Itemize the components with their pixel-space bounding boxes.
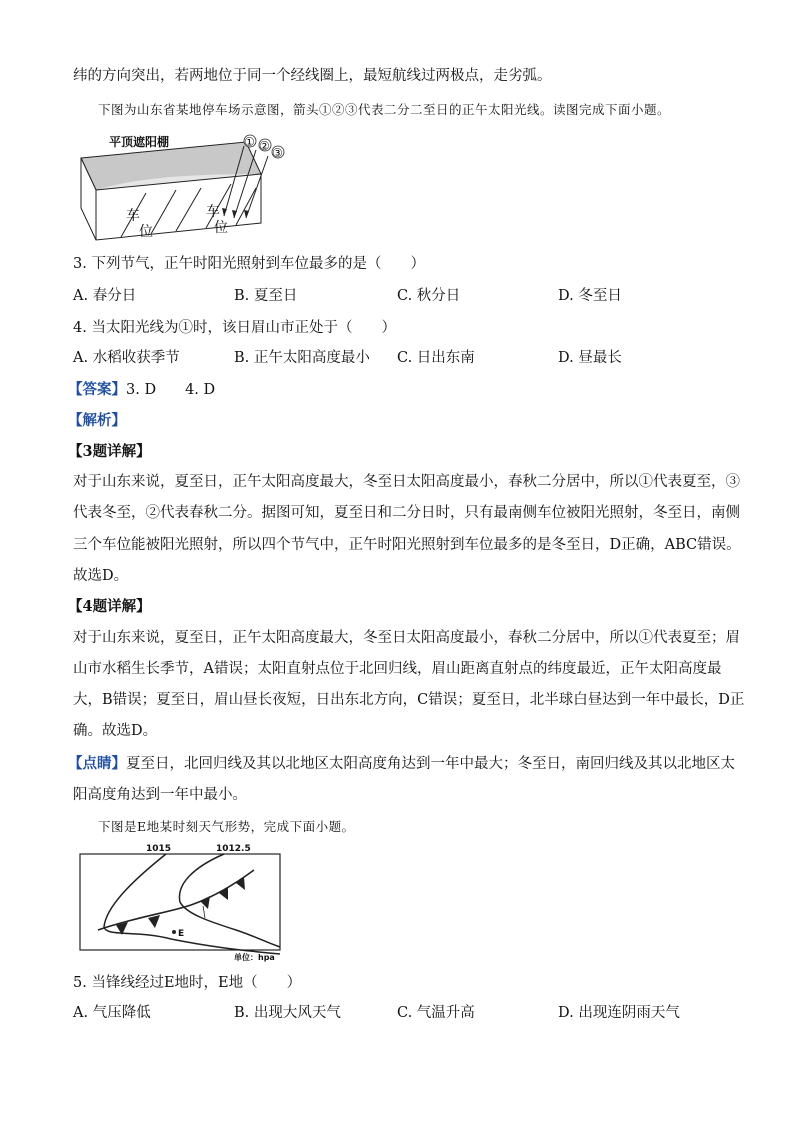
q5-option-b[interactable]: B. 出现大风天气 xyxy=(234,1005,341,1021)
spot-label-1-bottom: 位 xyxy=(139,224,153,240)
ray-label-2: ② xyxy=(259,139,270,153)
figure2-caption: 下图是E地某时刻天气形势，完成下面小题。 xyxy=(98,819,355,834)
analysis-label: 【解析】 xyxy=(68,412,126,429)
isobar-label-1015: 1015 xyxy=(146,844,172,854)
q3-stem: 3. 下列节气，正午时阳光照射到车位最多的是（ ） xyxy=(73,256,425,272)
point-e xyxy=(172,930,176,934)
q4-option-a[interactable]: A. 水稻收获季节 xyxy=(73,350,180,366)
q3-option-d[interactable]: D. 冬至日 xyxy=(558,288,622,304)
q4-stem: 4. 当太阳光线为①时，该日眉山市正处于（ ） xyxy=(73,320,396,336)
detail4-line: 大，B错误；夏至日，眉山昼长夜短，日出东北方向，C错误；夏至日，北半球白昼达到一年中最长，D正 xyxy=(73,692,745,708)
q5-option-d[interactable]: D. 出现连阴雨天气 xyxy=(558,1005,680,1021)
q5-option-c[interactable]: C. 气温升高 xyxy=(397,1005,475,1021)
q3-option-a[interactable]: A. 春分日 xyxy=(73,288,137,304)
spot-label-2-bottom: 位 xyxy=(214,220,228,236)
tip-line xyxy=(68,754,735,774)
roof-label: 平顶遮阳棚 xyxy=(109,135,170,149)
detail4-line: 山市水稻生长季节，A错误；太阳直射点位于北回归线，眉山距离直射点的纬度最近，正午太阳高度最 xyxy=(73,661,722,677)
spot-label-1-top: 车 xyxy=(126,208,140,224)
unit-label: 单位：hpa xyxy=(234,953,275,962)
tip-label: 【点睛】 xyxy=(68,755,126,772)
isobar-label-1012-5: 1012.5 xyxy=(216,844,251,854)
answer-text: 3. D 4. D xyxy=(126,382,216,398)
intro-line: 纬的方向突出，若两地位于同一个经线圈上，最短航线过两极点，走劣弧。 xyxy=(73,68,552,84)
detail4-line: 对于山东来说，夏至日，正午太阳高度最大，冬至日太阳高度最小，春秋二分居中，所以①代表夏至；眉 xyxy=(73,630,740,646)
detail3-line: 对于山东来说，夏至日，正午太阳高度最大，冬至日太阳高度最小，春秋二分居中，所以①代表夏至，③ xyxy=(73,474,740,490)
detail4-line: 确。故选D。 xyxy=(73,723,158,739)
answer-label: 【答案】 xyxy=(68,381,126,398)
q3-option-b[interactable]: B. 夏至日 xyxy=(234,288,298,304)
tip-text-1: 夏至日，北回归线及其以北地区太阳高度角达到一年中最大；冬至日，南回归线及其以北地区太 xyxy=(126,756,735,772)
weather-map-figure xyxy=(76,842,290,962)
parking-lot-figure xyxy=(76,128,296,248)
detail3-heading: 【3题详解】 xyxy=(68,443,151,460)
figure1-caption: 下图为山东省某地停车场示意图，箭头①②③代表二分二至日的正午太阳光线。读图完成下面小题。 xyxy=(98,102,671,117)
q5-option-a[interactable]: A. 气压降低 xyxy=(73,1005,151,1021)
point-e-label: E xyxy=(178,929,185,939)
spot-label-2-top: 车 xyxy=(206,204,220,220)
detail4-heading: 【4题详解】 xyxy=(68,598,151,615)
ray-label-1: ① xyxy=(244,135,255,149)
detail3-line: 三个车位能被阳光照射，所以四个节气中，正午时阳光照射到车位最多的是冬至日，D正确，ABC错误。 xyxy=(73,537,741,553)
q4-option-b[interactable]: B. 正午太阳高度最小 xyxy=(234,350,370,366)
tip-line-2: 阳高度角达到一年中最小。 xyxy=(73,787,247,803)
q4-option-c[interactable]: C. 日出东南 xyxy=(397,350,475,366)
q4-option-d[interactable]: D. 昼最长 xyxy=(558,350,622,366)
answer-line xyxy=(68,380,215,400)
ray-label-3: ③ xyxy=(272,146,283,160)
q3-option-c[interactable]: C. 秋分日 xyxy=(397,288,461,304)
detail3-line: 代表冬至，②代表春秋二分。据图可知，夏至日和二分日时，只有最南侧车位被阳光照射，冬至日，南侧 xyxy=(73,505,740,521)
detail3-line: 故选D。 xyxy=(73,568,129,584)
q5-stem: 5. 当锋线经过E地时，E地（ ） xyxy=(73,975,302,991)
